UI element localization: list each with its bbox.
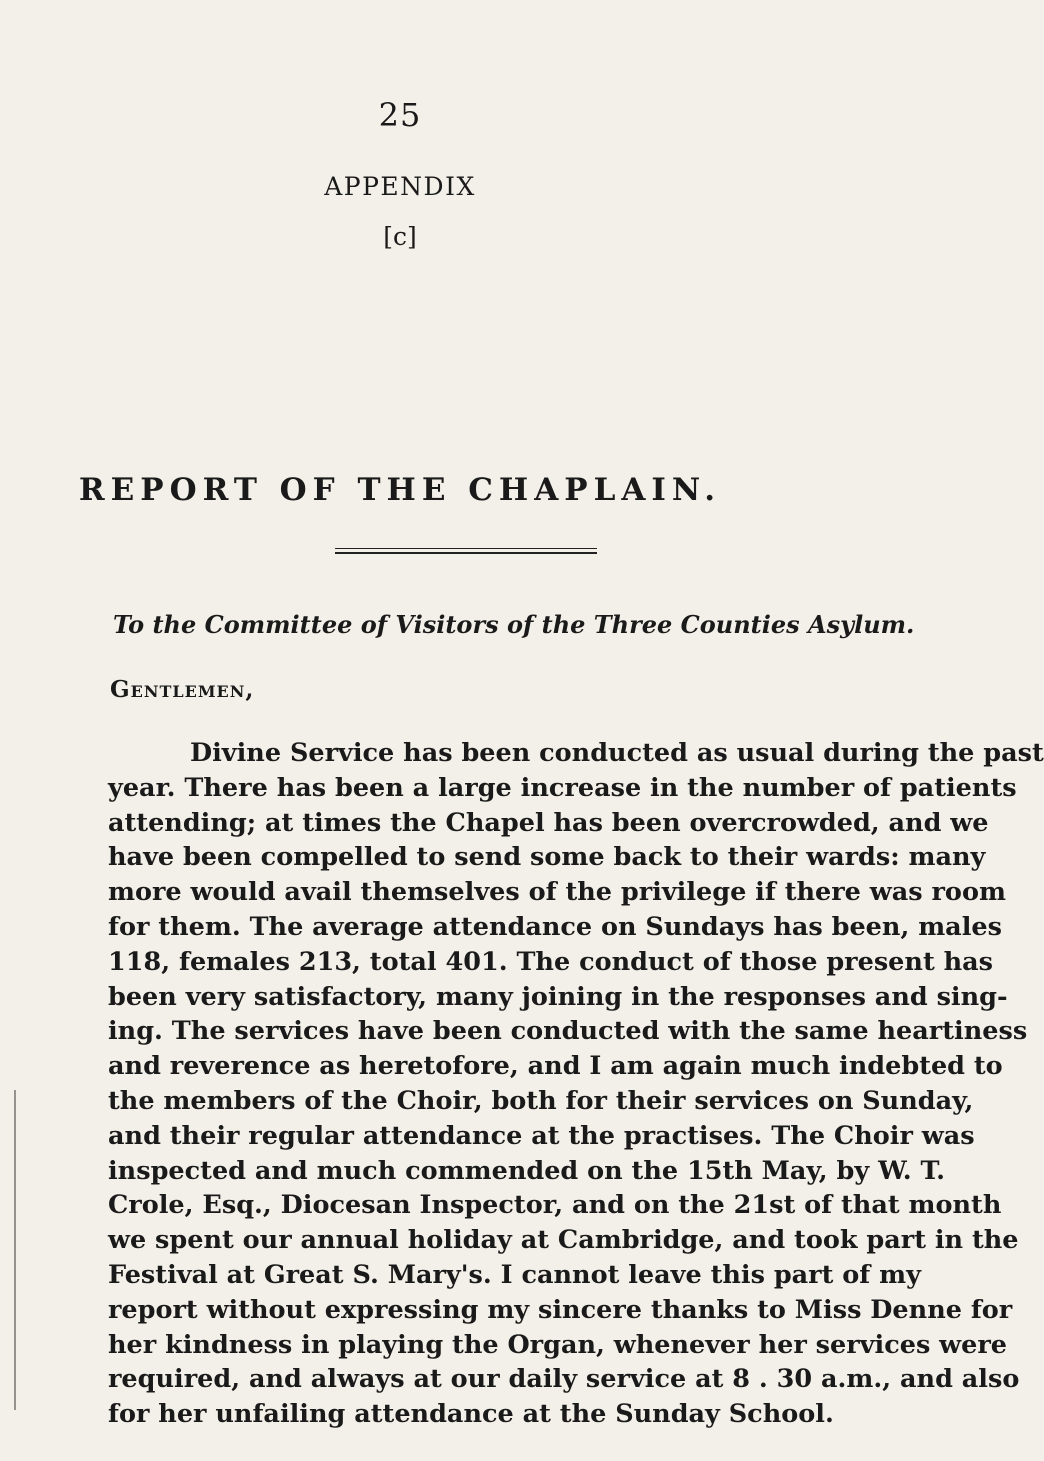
body-line: for her unfailing attendance at the Sunday School. bbox=[108, 1399, 834, 1430]
body-line: and their regular attendance at the practises. The Choir was bbox=[108, 1120, 975, 1151]
salutation: Gentlemen, bbox=[110, 676, 255, 703]
body-line: report without expressing my sincere thanks to Miss Denne for bbox=[108, 1294, 1013, 1325]
body-line: for them. The average attendance on Sundays has been, males bbox=[108, 911, 1002, 942]
appendix-heading: APPENDIX bbox=[324, 172, 476, 201]
body-line: have been compelled to send some back to their wards: many bbox=[108, 842, 986, 873]
body-line: Divine Service has been conducted as usual during the past bbox=[190, 738, 1044, 768]
page-number: 25 bbox=[378, 96, 422, 134]
body-line: more would avail themselves of the privilege if there was room bbox=[108, 877, 1006, 908]
addressee-line: To the Committee of Visitors of the Three Counties Asylum. bbox=[113, 610, 915, 639]
title-rule-thick bbox=[335, 552, 597, 554]
body-line: attending; at times the Chapel has been overcrowded, and we bbox=[108, 807, 989, 838]
body-line: ing. The services have been conducted with the same heartiness bbox=[108, 1016, 1028, 1047]
body-line: year. There has been a large increase in the number of patients bbox=[108, 772, 1017, 803]
body-line: and reverence as heretofore, and I am again much indebted to bbox=[108, 1051, 1003, 1082]
appendix-mark: [c] bbox=[383, 222, 417, 251]
body-line: Festival at Great S. Mary's. I cannot leave this part of my bbox=[108, 1259, 921, 1290]
body-line: the members of the Choir, both for their services on Sunday, bbox=[108, 1085, 974, 1116]
body-line: 118, females 213, total 401. The conduct of those present has bbox=[108, 946, 994, 977]
body-line: been very satisfactory, many joining in the responses and sing- bbox=[108, 981, 1008, 1012]
body-line: Crole, Esq., Diocesan Inspector, and on the 21st of that month bbox=[108, 1190, 1002, 1221]
body-paragraph bbox=[108, 736, 1044, 1432]
body-line: her kindness in playing the Organ, whenever her services were bbox=[108, 1329, 1008, 1360]
body-line: required, and always at our daily service at 8 . 30 a.m., and also bbox=[108, 1364, 1020, 1395]
body-line: we spent our annual holiday at Cambridge, and took part in the bbox=[108, 1225, 1019, 1256]
report-title: REPORT OF THE CHAPLAIN. bbox=[78, 472, 722, 508]
body-line: inspected and much commended on the 15th May, by W. T. bbox=[108, 1155, 946, 1186]
margin-mark bbox=[14, 1090, 16, 1410]
title-rule bbox=[335, 548, 597, 549]
